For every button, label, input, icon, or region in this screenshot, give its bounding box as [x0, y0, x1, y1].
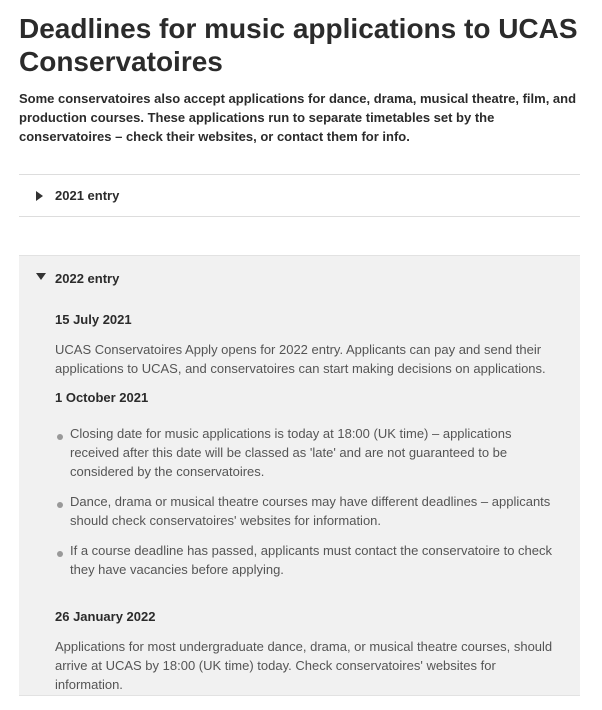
bullet-text: Closing date for music applications is today at 18:00 (UK time) – applications received after this date will be classed as 'late' and are not guaranteed to be considered by the conservatoires.: [70, 426, 512, 479]
accordion-2022-entry: [19, 255, 580, 696]
bullet-text: Dance, drama or musical theatre courses may have different deadlines – applicants should check conservatoires' websites for information.: [70, 494, 551, 528]
page-title: Deadlines for music applications to UCAS Conservatoires: [19, 13, 578, 77]
accordion-label-2022: 2022 entry: [55, 271, 120, 286]
date-description: UCAS Conservatoires Apply opens for 2022 entry. Applicants can pay and send their applications to UCAS, and conservatoires can start making decisions on applications.: [55, 342, 546, 376]
bullet-icon: [57, 551, 63, 557]
accordion-toggle-2021-entry[interactable]: [19, 175, 580, 217]
collapse-arrow-icon: [36, 273, 46, 280]
bullet-text: If a course deadline has passed, applicants must contact the conservatoire to check they have vacancies before applying.: [70, 543, 552, 577]
accordion-2021-entry: [19, 174, 580, 217]
accordion-toggle-2022-entry[interactable]: [19, 256, 580, 298]
date-heading: 15 July 2021: [55, 312, 132, 327]
bullet-icon: [57, 434, 63, 440]
date-description: Applications for most undergraduate dance, drama, or musical theatre courses, should arrive at UCAS by 18:00 (UK time) today. Check conservatoires' websites for information.: [55, 639, 553, 692]
date-heading: 26 January 2022: [55, 609, 156, 624]
intro-text: Some conservatoires also accept applications for dance, drama, musical theatre, film, and production courses. These applications run to separate timetables set by the conservatoires – check their websites, or contact them for info.: [19, 91, 577, 144]
bullet-icon: [57, 502, 63, 508]
date-heading: 1 October 2021: [55, 390, 149, 405]
accordion-label-2021: 2021 entry: [55, 188, 120, 203]
expand-arrow-icon: [36, 191, 43, 201]
